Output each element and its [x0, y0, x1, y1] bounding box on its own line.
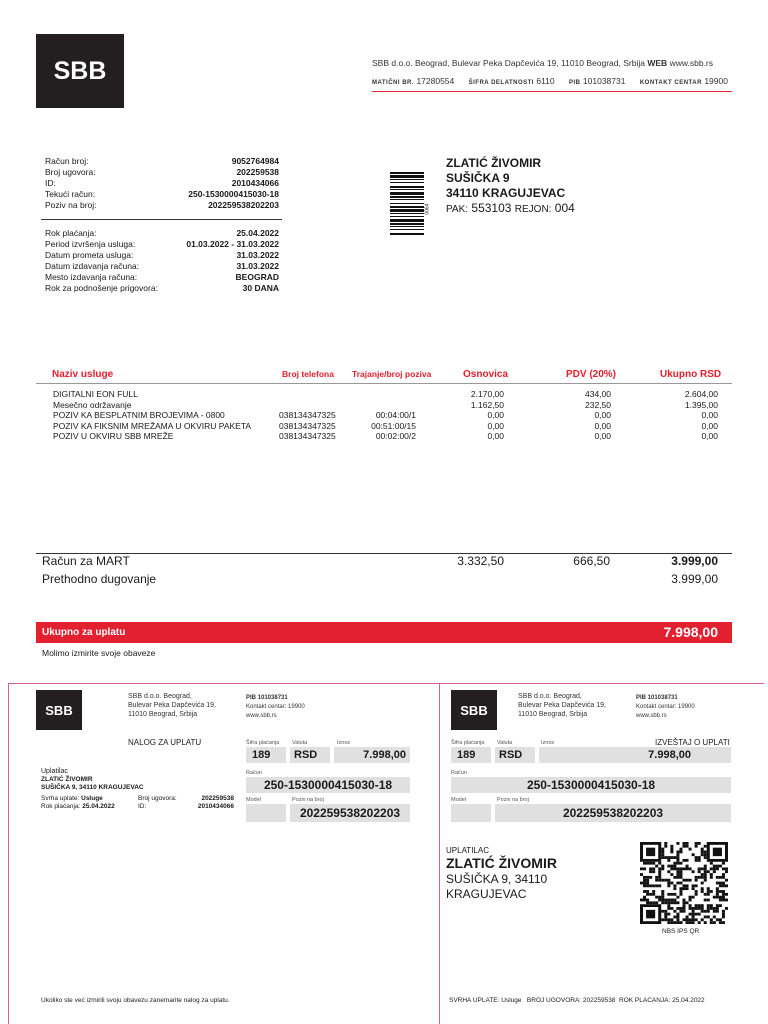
- footer-left-note: Ukoliko ste već izmirili svoju obavezu zanemarite nalog za uplatu.: [41, 997, 230, 1004]
- recipient-city: 34110 KRAGUJEVAC: [446, 186, 566, 200]
- month-base: 3.332,50: [457, 554, 504, 568]
- info-value: 31.03.2022: [236, 261, 279, 271]
- slip-left-sifra-label: Šifra plaćanja: [246, 740, 280, 746]
- slip-right-sifra-label: Šifra plaćanja: [451, 740, 485, 746]
- recipient-name: ZLATIĆ ŽIVOMIR: [446, 156, 542, 170]
- col-header-name: Naziv usluge: [52, 369, 114, 380]
- cut-line-horizontal: [8, 683, 764, 684]
- slip-right-iznos-field[interactable]: 7.998,00: [539, 747, 731, 763]
- service-cell-total: 2.604,00: [684, 389, 718, 399]
- month-label: Račun za MART: [42, 554, 130, 568]
- slip-right-poziv-field[interactable]: 202259538202203: [495, 804, 731, 822]
- pay-note: Molimo izmirite svoje obaveze: [42, 648, 156, 658]
- slip-left-racun-field[interactable]: 250-1530000415030-18: [246, 777, 410, 793]
- info-label: Račun broj:: [45, 156, 89, 166]
- invoice-info: [45, 156, 279, 211]
- info-label: Datum izdavanja računa:: [45, 261, 140, 271]
- month-total: 3.999,00: [671, 554, 718, 568]
- slip-right-model-field[interactable]: [451, 804, 491, 822]
- service-cell-name: DIGITALNI EON FULL: [53, 389, 138, 399]
- info-value: BEOGRAD: [235, 272, 279, 282]
- recipient-street: SUŠIČKA 9: [446, 171, 510, 185]
- slip-left-poziv-field[interactable]: 202259538202203: [290, 804, 410, 822]
- info-value: 2010434066: [231, 178, 279, 188]
- service-cell-phone: 038134347325: [279, 410, 336, 420]
- service-cell-phone: 038134347325: [279, 420, 336, 431]
- slip-right-model-label: Model: [451, 797, 466, 803]
- service-cell-vat: 232,50: [585, 399, 611, 410]
- company-ids: MATIČNI BR. 17280554 ŠIFRA DELATNOSTI 6110 PIB 101038731 KONTAKT CENTAR 19900: [372, 76, 728, 86]
- slip-left-model-field[interactable]: [246, 804, 286, 822]
- cut-line-middle: [439, 683, 440, 1024]
- slip-left-logo: SBB: [36, 690, 82, 730]
- info-row: [45, 283, 279, 294]
- header-red-rule: [372, 91, 732, 92]
- footer-right-note: SVRHA UPLATE: Usluge BROJ UGOVORA: 202259538 ROK PLACANJA: 25.04.2022: [449, 997, 705, 1004]
- pay-total-bar: [36, 622, 732, 643]
- service-cell-name: POZIV KA FIKSNIM MREŽAMA U OKVIRU PAKETA: [53, 420, 252, 431]
- service-cell-base: 0,00: [487, 410, 504, 420]
- slip-left-racun-label: Račun: [246, 770, 262, 776]
- dates-info: [45, 228, 279, 294]
- qr-label: NBS IPS QR: [662, 928, 700, 935]
- prev-debt-label: Prethodno dugovanje: [42, 572, 157, 586]
- service-cell-total: 0,00: [701, 410, 718, 420]
- info-label: Period izvršenja usluga:: [45, 239, 136, 249]
- table-header-rule: [36, 383, 732, 384]
- service-cell-base: 1.162,50: [470, 399, 504, 410]
- barcode-code: 0064: [424, 203, 431, 215]
- slip-right-logo: SBB: [451, 690, 497, 730]
- slip-left-model-label: Model: [246, 797, 261, 803]
- info-value: 25.04.2022: [236, 228, 279, 238]
- slip-left-company: SBB d.o.o. Beograd, Bulevar Peka Dapčevića 19, 11010 Beograd, Srbija: [128, 693, 216, 718]
- slip-left-valuta-label: Valuta: [292, 740, 308, 746]
- service-cell-total: 0,00: [701, 431, 718, 441]
- service-cell-base: 0,00: [487, 420, 504, 431]
- slip-right-title: IZVEŠTAJ O UPLATI: [655, 738, 730, 747]
- col-header-phone: Broj telefona: [282, 369, 334, 379]
- slip-left-iznos-field[interactable]: 7.998,00: [334, 747, 410, 763]
- info-value: 202259538202203: [208, 200, 279, 210]
- service-cell-phone: 038134347325: [279, 431, 336, 441]
- service-cell-duration: 00:02:00/2: [375, 431, 416, 441]
- col-header-vat: PDV (20%): [566, 369, 617, 380]
- info-row: [45, 200, 279, 211]
- info-value: 30 DANA: [242, 283, 279, 293]
- slip-left-poziv-label: Poziv na broj: [292, 797, 324, 803]
- service-cell-name: Mesečno održavanje: [53, 399, 132, 410]
- info-row: [45, 250, 279, 261]
- slip-right-racun-label: Račun: [451, 770, 467, 776]
- slip-right-poziv-label: Poziv na broj: [497, 797, 529, 803]
- info-label: Rok za podnošenje prigovora:: [45, 283, 158, 293]
- slip-right-payer: UPLATILAC ZLATIĆ ŽIVOMIR SUŠIČKA 9, 34110 KRAGUJEVAC: [446, 846, 557, 901]
- info-value: 202259538: [236, 167, 279, 177]
- info-row: [45, 272, 279, 283]
- service-cell-vat: 434,00: [585, 389, 611, 399]
- slip-left-payer: Uplatilac ZLATIĆ ŽIVOMIR SUŠIČKA 9, 34110 KRAGUJEVAC: [41, 768, 144, 791]
- recipient-address: [446, 156, 575, 217]
- service-cell-name: POZIV KA BESPLATNIM BROJEVIMA - 0800: [53, 410, 225, 420]
- slip-left-iznos-label: Iznos: [337, 740, 351, 746]
- info-value: 9052764984: [231, 156, 279, 166]
- info-value: 250-1530000415030-18: [188, 189, 279, 199]
- info-label: Mesto izdavanja računa:: [45, 272, 138, 282]
- info-row: [45, 167, 279, 178]
- info-row: [45, 156, 279, 167]
- info-row: [45, 239, 279, 250]
- info-label: Broj ugovora:: [45, 167, 96, 177]
- service-cell-vat: 0,00: [594, 420, 611, 431]
- month-vat: 666,50: [573, 554, 610, 568]
- slip-right-sifra-field[interactable]: 189: [451, 747, 491, 763]
- recipient-pak: PAK: 553103 REJON: 004: [446, 201, 575, 215]
- service-cell-total: 0,00: [701, 420, 718, 431]
- info-value: 01.03.2022 - 31.03.2022: [186, 239, 279, 249]
- slip-right-racun-field[interactable]: 250-1530000415030-18: [451, 777, 731, 793]
- col-header-total: Ukupno RSD: [660, 369, 722, 380]
- slip-right-valuta-field[interactable]: RSD: [495, 747, 535, 763]
- info-label: Rok plaćanja:: [45, 228, 97, 238]
- service-cell-total: 1.395,00: [684, 399, 718, 410]
- slip-right-valuta-label: Valuta: [497, 740, 513, 746]
- sbb-logo: SBB: [36, 34, 124, 108]
- slip-right-iznos-label: Iznos: [541, 740, 555, 746]
- service-cell-base: 0,00: [487, 431, 504, 441]
- company-address: SBB d.o.o. Beograd, Bulevar Peka Dapčevića 19, 11010 Beograd, Srbija WEB www.sbb.rs: [372, 58, 714, 68]
- pay-total-label: Ukupno za uplatu: [42, 627, 126, 638]
- ips-qr-code: [640, 842, 728, 924]
- service-cell-duration: 00:04:00/1: [375, 410, 416, 420]
- barcode: [390, 172, 424, 246]
- info-value: 31.03.2022: [236, 250, 279, 260]
- service-cell-base: 2.170,00: [470, 389, 504, 399]
- cut-line-left: [8, 683, 9, 1024]
- info-row: [45, 189, 279, 200]
- slip-left-details: Svrha uplate: Usluge Broj ugovora: 202259538 Rok plaćanja: 25.04.2022 ID: 2010434066: [41, 795, 234, 810]
- service-cell-vat: 0,00: [594, 410, 611, 420]
- slip-left-sifra-field[interactable]: 189: [246, 747, 286, 763]
- totals-rule: [36, 553, 732, 554]
- col-header-base: Osnovica: [463, 369, 509, 380]
- slip-left-contacts: PIB 101038731 Kontakt centar: 19900 www.sbb.rs: [246, 695, 305, 719]
- slip-right-company: SBB d.o.o. Beograd, Bulevar Peka Dapčevića 19, 11010 Beograd, Srbija: [518, 693, 606, 718]
- service-cell-duration: 00:51:00/15: [371, 420, 416, 431]
- info-row: [45, 261, 279, 272]
- col-header-duration: Trajanje/broj poziva: [352, 369, 432, 379]
- slip-left-title: NALOG ZA UPLATU: [128, 738, 202, 747]
- service-cell-vat: 0,00: [594, 431, 611, 441]
- info-row: [45, 228, 279, 239]
- pay-total-value: 7.998,00: [663, 624, 718, 640]
- slip-right-contacts: PIB 101038731 Kontakt centar: 19900 www.sbb.rs: [636, 695, 695, 719]
- info-row: [45, 178, 279, 189]
- info-divider: [41, 219, 282, 220]
- slip-left-valuta-field[interactable]: RSD: [290, 747, 330, 763]
- info-label: Datum prometa usluga:: [45, 250, 134, 260]
- info-label: Poziv na broj:: [45, 200, 97, 210]
- info-label: ID:: [45, 178, 56, 188]
- service-cell-name: POZIV U OKVIRU SBB MREŽE: [53, 431, 174, 441]
- info-label: Tekući račun:: [45, 189, 96, 199]
- prev-debt-total: 3.999,00: [671, 572, 718, 586]
